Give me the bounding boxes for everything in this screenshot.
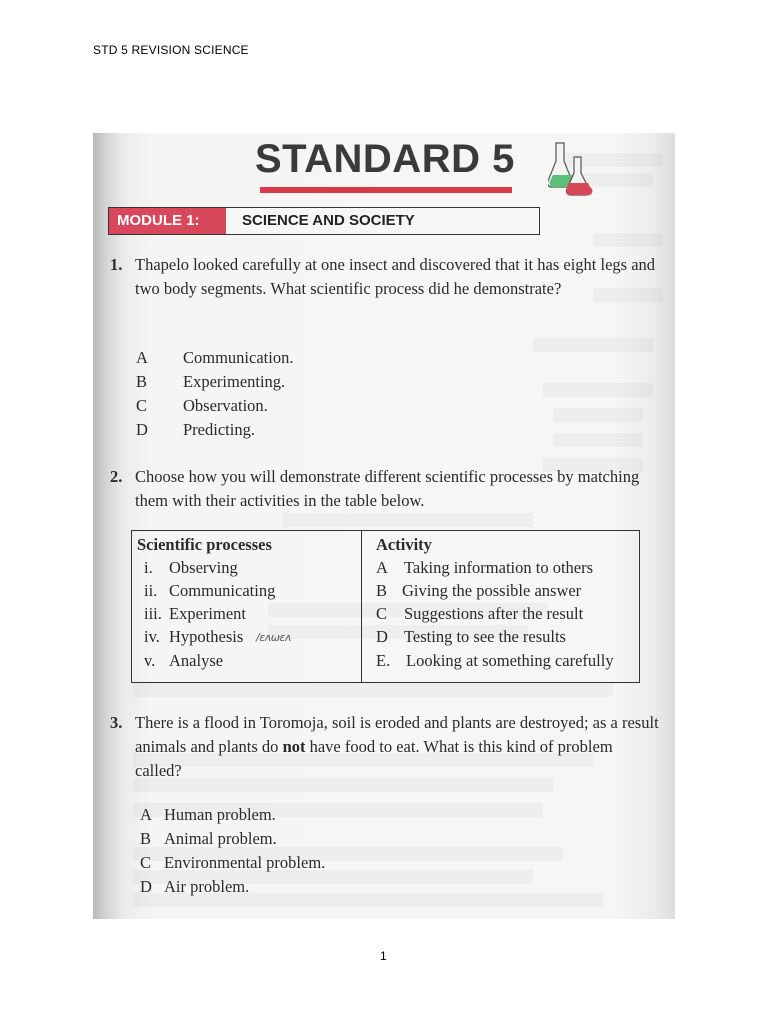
process-numeral: iv. [144, 627, 160, 646]
activity-letter: C [376, 604, 388, 623]
option-letter: C [140, 853, 152, 872]
handwritten-scribble: /ɛʌωɛʌ [256, 631, 291, 644]
question-text-emphasis: not [282, 737, 306, 756]
activity-letter: A [376, 558, 388, 577]
table-header-processes: Scientific processes [137, 535, 272, 554]
question-text-before: There is a flood in Toromoja, soil is eroded and plants are destroyed; as a result animals and plants do [135, 713, 659, 756]
show-through-texture [93, 133, 675, 919]
document-header: STD 5 REVISION SCIENCE [93, 43, 249, 57]
option-text: Animal problem. [164, 829, 277, 848]
matching-table [131, 530, 640, 683]
option-text: Environmental problem. [164, 853, 326, 872]
textbook-title: STANDARD 5 [255, 137, 515, 181]
question-3 [110, 711, 670, 787]
option-text: Experimenting. [183, 372, 286, 391]
question-number: 1. [110, 255, 123, 274]
activity-text: Testing to see the results [404, 627, 566, 646]
option-letter: A [136, 348, 148, 367]
module-name: SCIENCE AND SOCIETY [242, 212, 415, 229]
activity-text: Looking at something carefully [406, 651, 614, 670]
process-numeral: iii. [144, 604, 162, 623]
process-numeral: v. [144, 651, 156, 670]
question-number: 3. [110, 713, 123, 732]
activity-letter: D [376, 627, 388, 646]
process-text: Observing [169, 558, 238, 577]
table-header-activity: Activity [376, 535, 432, 554]
page-number: 1 [380, 949, 387, 963]
option-letter: D [140, 877, 152, 896]
option-letter: A [140, 805, 152, 824]
question-2 [110, 465, 670, 517]
process-numeral: i. [144, 558, 153, 577]
option-text: Human problem. [164, 805, 276, 824]
table-divider [361, 531, 362, 682]
option-text: Communication. [183, 348, 294, 367]
option-letter: D [136, 420, 148, 439]
module-heading [108, 207, 540, 235]
process-numeral: ii. [144, 581, 158, 600]
process-text: Analyse [169, 651, 224, 670]
question-number: 2. [110, 467, 123, 486]
title-underline [260, 187, 512, 193]
option-letter: B [136, 372, 148, 391]
process-text: Communicating [169, 581, 276, 600]
question-text: Thapelo looked carefully at one insect and discovered that it has eight legs and two body segments. What scientific process did he demonstrate? [135, 255, 656, 298]
option-text: Observation. [183, 396, 268, 415]
question-text [135, 711, 660, 783]
question-text: Choose how you will demonstrate different scientific processes by matching them with their activities in the table below. [135, 467, 640, 510]
process-text: Experiment [169, 604, 246, 623]
activity-letter: B [376, 581, 388, 600]
option-text: Air problem. [164, 877, 250, 896]
activity-text: Giving the possible answer [402, 581, 582, 600]
scanned-textbook-page [93, 133, 675, 919]
activity-text: Suggestions after the result [404, 604, 584, 623]
process-text: Hypothesis [169, 627, 244, 646]
activity-text: Taking information to others [404, 558, 594, 577]
option-letter: C [136, 396, 148, 415]
option-text: Predicting. [183, 420, 255, 439]
option-letter: B [140, 829, 152, 848]
question-text-after: have food to eat. What is this kind of problem called? [135, 737, 613, 780]
module-tag: MODULE 1: [109, 208, 226, 234]
question-1 [110, 253, 670, 333]
activity-letter: E. [376, 651, 391, 670]
flask-icon [548, 139, 594, 205]
